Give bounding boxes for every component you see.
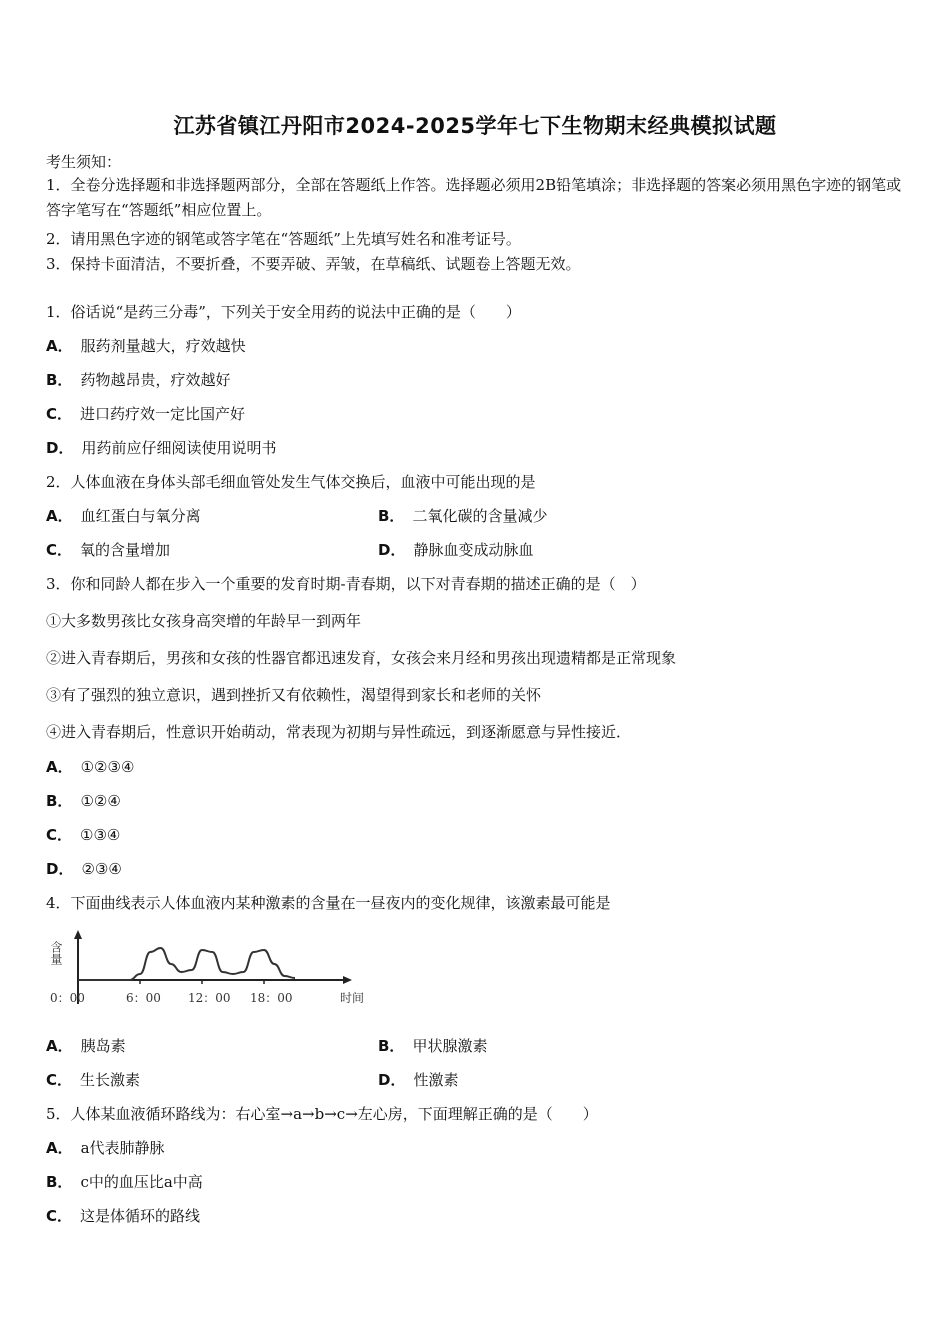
q5-option-c bbox=[46, 1206, 200, 1226]
option-letter: C． bbox=[46, 1071, 73, 1089]
option-letter: C． bbox=[46, 826, 73, 844]
option-letter: A． bbox=[46, 1139, 73, 1157]
y-axis-label: 含量 bbox=[49, 941, 63, 965]
option-letter: D． bbox=[46, 439, 74, 457]
q1-stem: 1．俗话说“是药三分毒”，下列关于安全用药的说法中正确的是（ ） bbox=[46, 303, 521, 321]
x-tick-label: 12：00 bbox=[188, 991, 231, 1005]
option-text: 生长激素 bbox=[80, 1071, 141, 1089]
q1-option-b bbox=[46, 370, 230, 390]
x-tick-label: 0：00 bbox=[50, 991, 85, 1005]
hormone-curve bbox=[78, 948, 295, 980]
q2-option-a bbox=[46, 506, 201, 526]
notice-item-3: 3．保持卡面清洁，不要折叠，不要弄破、弄皱，在草稿纸、试题卷上答题无效。 bbox=[46, 255, 581, 273]
option-text: 静脉血变成动脉血 bbox=[413, 541, 534, 559]
option-letter: B． bbox=[378, 1037, 405, 1055]
option-text: 甲状腺激素 bbox=[412, 1037, 488, 1055]
q2-stem: 2．人体血液在身体头部毛细血管处发生气体交换后，血液中可能出现的是 bbox=[46, 473, 536, 491]
option-letter: A． bbox=[46, 758, 73, 776]
option-text: ①③④ bbox=[80, 826, 121, 844]
q4-option-b bbox=[378, 1036, 487, 1056]
page-title: 江苏省镇江丹阳市2024-2025学年七下生物期末经典模拟试题 bbox=[173, 114, 777, 138]
q5-option-b bbox=[46, 1172, 203, 1192]
option-text: 性激素 bbox=[413, 1071, 459, 1089]
q3-option-b bbox=[46, 791, 121, 811]
q1-option-c bbox=[46, 404, 245, 424]
q5-stem: 5．人体某血液循环路线为：右心室→a→b→c→左心房，下面理解正确的是（ ） bbox=[46, 1105, 598, 1123]
option-text: c中的血压比a中高 bbox=[80, 1173, 203, 1191]
notice-item-1: 1．全卷分选择题和非选择题两部分，全部在答题纸上作答。选择题必须用2B铅笔填涂；非选择题的答案必须用黑色字迹的钢笔或答字笔写在“答题纸”相应位置上。 bbox=[46, 176, 902, 219]
q3-option-c bbox=[46, 825, 120, 845]
option-text: ②③④ bbox=[81, 860, 122, 878]
option-text: 这是体循环的路线 bbox=[80, 1207, 201, 1225]
hormone-chart bbox=[46, 928, 376, 1008]
x-axis-arrow bbox=[343, 976, 352, 984]
q1-option-d bbox=[46, 438, 276, 458]
q4-option-a bbox=[46, 1036, 126, 1056]
option-letter: B． bbox=[378, 507, 405, 525]
option-letter: C． bbox=[46, 1207, 73, 1225]
q3-statement-1: ①大多数男孩比女孩身高突增的年龄早一到两年 bbox=[46, 612, 362, 630]
option-letter: C． bbox=[46, 541, 73, 559]
option-text: 氧的含量增加 bbox=[80, 541, 171, 559]
option-text: 服药剂量越大，疗效越快 bbox=[80, 337, 246, 355]
q1-option-a bbox=[46, 336, 246, 356]
q4-option-c bbox=[46, 1070, 140, 1090]
option-text: ①②④ bbox=[80, 792, 121, 810]
x-tick-label: 18：00 bbox=[250, 991, 293, 1005]
q3-stem: 3．你和同龄人都在步入一个重要的发育时期-青春期，以下对青春期的描述正确的是（ ） bbox=[46, 575, 646, 593]
option-letter: D． bbox=[378, 541, 406, 559]
option-letter: A． bbox=[46, 507, 73, 525]
option-text: 药物越昂贵，疗效越好 bbox=[80, 371, 231, 389]
q4-stem: 4．下面曲线表示人体血液内某种激素的含量在一昼夜内的变化规律，该激素最可能是 bbox=[46, 894, 611, 912]
option-letter: B． bbox=[46, 371, 73, 389]
option-text: 血红蛋白与氧分离 bbox=[80, 507, 201, 525]
y-axis-arrow bbox=[74, 930, 82, 939]
option-text: a代表肺静脉 bbox=[80, 1139, 165, 1157]
x-tick-label: 6：00 bbox=[126, 991, 161, 1005]
option-text: 进口药疗效一定比国产好 bbox=[80, 405, 246, 423]
q5-option-a bbox=[46, 1138, 165, 1158]
q2-option-c bbox=[46, 540, 170, 560]
option-letter: D． bbox=[46, 860, 74, 878]
q3-option-d bbox=[46, 859, 122, 879]
q3-option-a bbox=[46, 757, 134, 777]
notice-heading: 考生须知： bbox=[46, 153, 122, 171]
option-letter: A． bbox=[46, 1037, 73, 1055]
option-text: 二氧化碳的含量减少 bbox=[412, 507, 548, 525]
option-text: 用药前应仔细阅读使用说明书 bbox=[81, 439, 277, 457]
q2-option-b bbox=[378, 506, 547, 526]
option-letter: A． bbox=[46, 337, 73, 355]
q2-option-d bbox=[378, 540, 533, 560]
option-letter: C． bbox=[46, 405, 73, 423]
option-letter: B． bbox=[46, 1173, 73, 1191]
q3-statement-2: ②进入青春期后，男孩和女孩的性器官都迅速发育，女孩会来月经和男孩出现遗精都是正常现象 bbox=[46, 649, 677, 667]
option-letter: D． bbox=[378, 1071, 406, 1089]
notice-item-2: 2．请用黑色字迹的钢笔或答字笔在“答题纸”上先填写姓名和准考证号。 bbox=[46, 230, 521, 248]
x-axis-label: 时间 bbox=[340, 991, 365, 1005]
option-letter: B． bbox=[46, 792, 73, 810]
option-text: ①②③④ bbox=[80, 758, 135, 776]
q4-option-d bbox=[378, 1070, 458, 1090]
option-text: 胰岛素 bbox=[80, 1037, 126, 1055]
q3-statement-4: ④进入青春期后，性意识开始萌动，常表现为初期与异性疏远，到逐渐愿意与异性接近． bbox=[46, 723, 632, 741]
q3-statement-3: ③有了强烈的独立意识，遇到挫折又有依赖性，渴望得到家长和老师的关怀 bbox=[46, 686, 542, 704]
